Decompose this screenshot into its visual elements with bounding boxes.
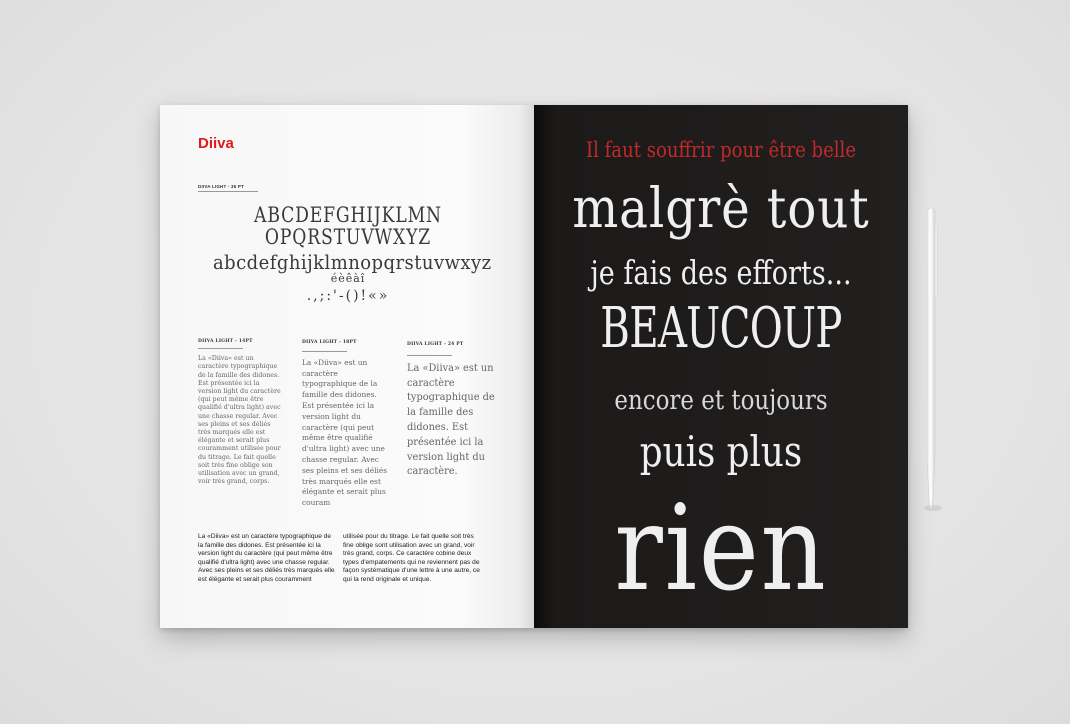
glyph-line-punctuation: .,;:'-()!«»: [306, 288, 390, 304]
column-text: La «Diiva» est un caractère typographique de la famille des didones. Est présentée ici la version light du caractère.: [407, 362, 495, 478]
body-paragraph: Avec ses pleins et ses déliés très marqués elle est élégante et serait plus couramment: [198, 567, 335, 583]
column-text: La «Diiva» est un caractère typographique de la famille des didones. Est présentée ici la version light du caractère (qui peut même être qualifié d'ultra light) avec une chasse regular. Avec ses pleins et ses déliés très marqués elle est élégante et serait plus couramment utilisée pour du titrage. Le fait quelle soit très fine oblige son utilisation avec un grand, voir très grand, corps.: [198, 355, 281, 486]
poem-line-4: BEAUCOUP: [600, 296, 842, 361]
glyph-line-uppercase-2: OPQRSTUVWXYZ: [264, 225, 432, 249]
body-paragraph: La «Diiva» est un caractère typographique de la famille des didones. Est présentée ici la version light du caractère (qui peut même être qualifié d'ultra light) avec une chasse regular.: [198, 533, 333, 566]
right-page: [534, 105, 908, 628]
poem-line-7: rien: [614, 479, 828, 617]
column-text: La «Diiva» est un caractère typographique de la famille des didones. Est présentée ici la version light du caractère (qui peut même être qualifié d'ultra light) avec une chasse regular. Avec ses pleins et ses déliés très marqués elle est élégante et serait plus couram: [302, 357, 388, 508]
body-text-column-2: [343, 533, 481, 584]
specimen-rule: [198, 191, 258, 192]
open-magazine: [160, 105, 908, 628]
glyph-line-accents: éèêàî: [330, 272, 366, 285]
left-page: [160, 105, 534, 628]
poem-line-5: encore et toujours: [614, 385, 828, 416]
column-rule: [198, 348, 243, 349]
specimen-label: DIIVA LIGHT - 35 PT: [198, 184, 245, 189]
brand-title: Diiva: [198, 135, 234, 152]
column-label: DIIVA LIGHT - 14PT: [198, 339, 253, 344]
column-rule: [302, 351, 347, 352]
poem-line-2: malgrè tout: [572, 176, 870, 240]
body-text-column-1: [198, 533, 336, 584]
body-paragraph: utilisée pour du titrage. Le fait quelle soit très fine oblige sont utilisation avec un grand, voir très grand, corps. Ce caractère cobine deux types d'empatements qui ne reviennent pas de façon systématique d'une lettre à une autre, ce qui la rend originale et unique.: [343, 533, 480, 583]
poem-line-1: Il faut souffrir pour être belle: [585, 138, 857, 162]
poem-line-6: puis plus: [639, 427, 803, 476]
glyph-line-lowercase: abcdefghijklmnopqrstuvwxyz: [213, 250, 492, 274]
glyph-line-uppercase-1: ABCDEFGHIJKLMN: [254, 203, 442, 227]
sample-column-18pt: [302, 338, 388, 509]
sample-column-14pt: [198, 338, 284, 486]
poem-line-3: je fais des efforts...: [590, 253, 852, 292]
pen-icon: [919, 205, 943, 515]
column-rule: [407, 355, 452, 356]
sample-column-24pt: [407, 338, 502, 480]
column-label: DIIVA LIGHT - 18PT: [302, 340, 357, 345]
column-label: DIIVA LIGHT - 24 PT: [407, 342, 464, 347]
